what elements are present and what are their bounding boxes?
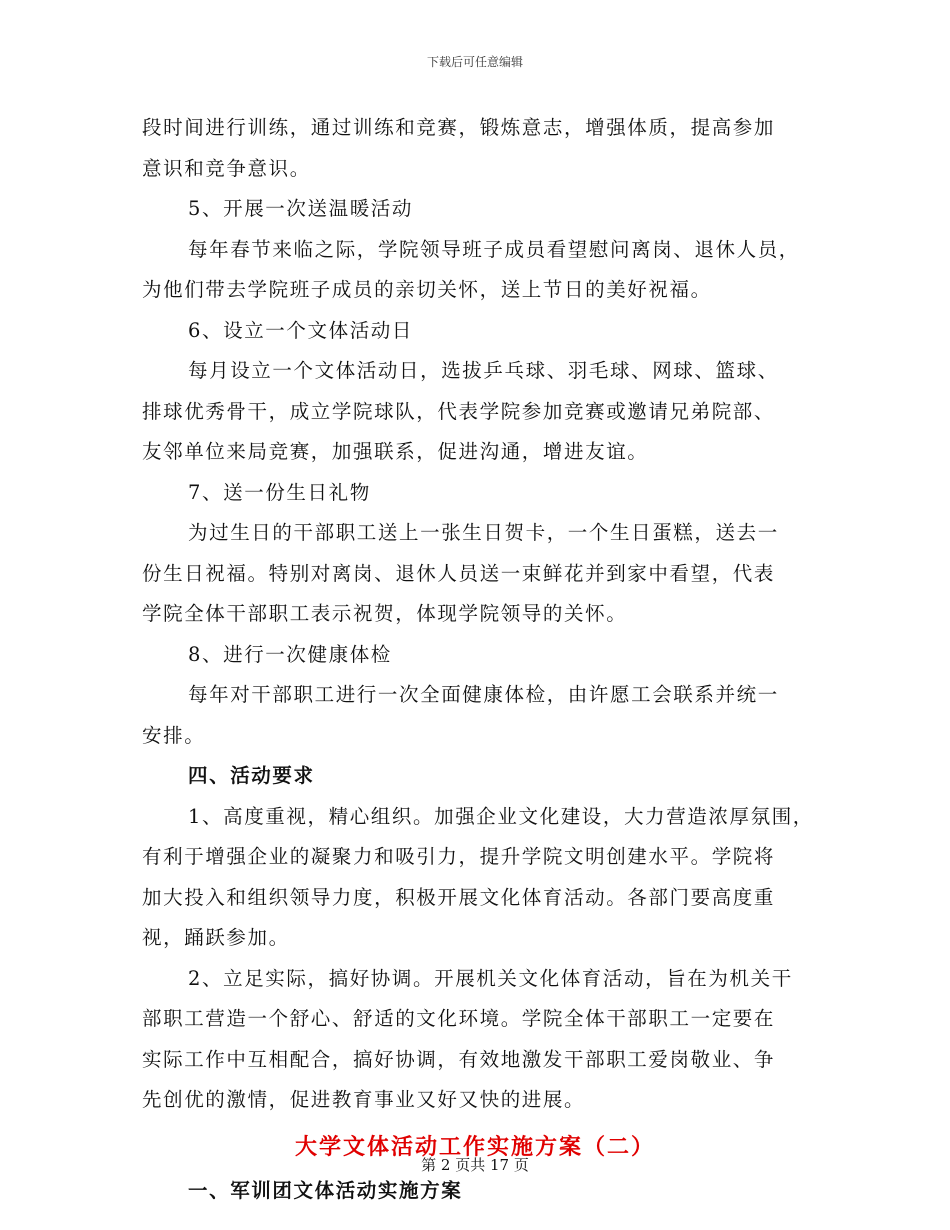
text-line: 为他们带去学院班子成员的亲切关怀，送上节日的美好祝福。 [142,278,712,301]
section-title: 大学文体活动工作实施方案（二） [294,1133,655,1160]
text-line: 5、开展一次送温暖活动 [188,197,414,220]
text-line: 段时间进行训练，通过训练和竞赛，锻炼意志，增强体质，提高参加 [142,116,776,139]
text-line: 份生日祝福。特别对离岗、退休人员送一束鲜花并到家中看望，代表 [142,561,776,585]
sub-heading: 一、军训团文体活动实施方案 [188,1178,463,1202]
text-line: 1、高度重视，精心组织。加强企业文化建设，大力营造浓厚氛围， [188,804,814,828]
document-body [142,108,822,1211]
text-line: 8、进行一次健康体检 [188,642,392,666]
text-line: 部职工营造一个舒心、舒适的文化环境。学院全体干部职工一定要在 [142,1007,776,1030]
text-line: 视，踊跃参加。 [142,926,290,949]
text-line: 每年对干部职工进行一次全面健康体检，由许愿工会联系并统一 [188,683,779,706]
text-line: 安排。 [142,723,206,747]
page-header: 下载后可任意编辑 [426,55,523,69]
text-line: 意识和竞争意识。 [142,156,311,180]
text-line: 2、立足实际，搞好协调。开展机关文化体育活动，旨在为机关干 [188,966,793,990]
text-line: 学院全体干部职工表示祝贺，体现学院领导的关怀。 [142,602,628,625]
page-footer: 第 2 页共 17 页 [421,1156,529,1174]
text-line: 先创优的激情，促进教育事业又好又快的进展。 [142,1088,586,1111]
text-line: 实际工作中互相配合，搞好协调，有效地激发干部职工爱岗敬业、争 [142,1047,776,1071]
text-line: 6、设立一个文体活动日 [188,318,414,342]
paragraph-lines [142,108,822,1121]
text-line: 友邻单位来局竞赛，加强联系，促进沟通，增进友谊。 [142,440,649,463]
text-line: 排球优秀骨干，成立学院球队，代表学院参加竞赛或邀请兄弟院部、 [142,399,776,423]
text-line: 为过生日的干部职工送上一张生日贺卡，一个生日蛋糕，送去一 [188,521,779,544]
text-line: 加大投入和组织领导力度，积极开展文化体育活动。各部门要高度重 [142,885,776,909]
text-line: 每年春节来临之际，学院领导班子成员看望慰问离岗、退休人员， [188,237,800,261]
text-line: 7、送一份生日礼物 [188,480,371,504]
section-heading: 四、活动要求 [188,764,315,787]
text-line: 每月设立一个文体活动日，选拔乒乓球、羽毛球、网球、篮球、 [188,359,779,382]
text-line: 有利于增强企业的凝聚力和吸引力，提升学院文明创建水平。学院将 [142,845,776,868]
